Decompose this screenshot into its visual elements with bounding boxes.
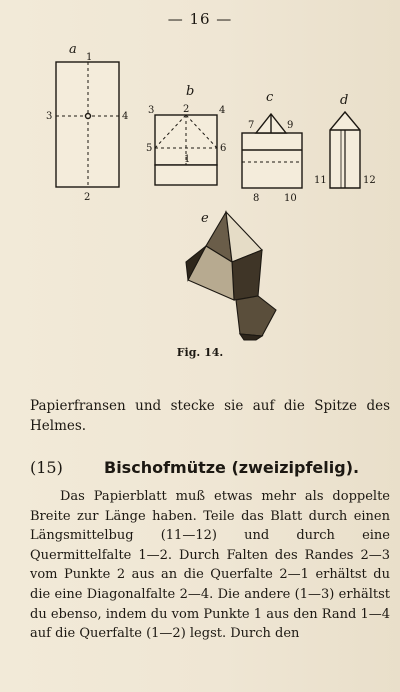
panel-b-label-ml: 5 <box>146 143 153 154</box>
page-number: — 16 — <box>167 10 233 28</box>
panel-d-letter: d <box>340 93 349 108</box>
panel-d-label-right: 12 <box>363 175 376 186</box>
panel-e-sketch <box>186 212 276 340</box>
section-heading <box>30 458 359 477</box>
panel-d-label-left: 11 <box>314 175 327 186</box>
panel-a-label-left: 3 <box>46 111 53 122</box>
panel-b-label-bottom: 1 <box>184 154 191 165</box>
panel-c-label-bl: 8 <box>253 193 260 204</box>
panel-a-letter: a <box>69 42 77 57</box>
panel-a-label-bottom: 2 <box>84 192 91 203</box>
section-body <box>30 487 390 644</box>
panel-a-label-top: 1 <box>86 52 93 63</box>
panel-c-label-br: 10 <box>284 193 297 204</box>
panel-b-label-tl: 3 <box>148 105 155 116</box>
section-title: Bischofmütze (zweizipfelig). <box>104 458 360 477</box>
body-paragraph: Das Papierblatt muß etwas mehr als doppelte Breite zur Länge haben. Teile das Blatt durch einen Längsmittelbug (11—12) und durch eine Quermittelfalte 1—2. Durch Falten des Randes 2—3 vom Punkte 2 aus an die Querfalte 2—1 erhältst du die eine Diagonalfalte 2—4. Die andere (1—3) erhältst du ebenso, indem du vom Punkte 1 aus den Rand 1—4 auf die Querfalte (1—2) legst. Durch den <box>30 489 390 642</box>
panel-c-label-right: 9 <box>287 120 294 131</box>
section-number: (15) <box>30 458 63 477</box>
panel-b-diagram <box>155 115 217 185</box>
panel-b-letter: b <box>186 84 195 99</box>
panel-d-diagram <box>330 112 360 188</box>
panel-c-label-left: 7 <box>248 120 255 131</box>
paragraph-continuation: Papierfransen und stecke sie auf die Spitze des Helmes. <box>30 398 390 434</box>
panel-a-diagram <box>56 62 119 187</box>
folding-figure <box>0 0 400 345</box>
panel-a-label-right: 4 <box>122 111 129 122</box>
figure-caption: Fig. 14. <box>176 346 224 359</box>
panel-e-letter: e <box>201 211 209 226</box>
panel-b-label-tr: 4 <box>219 105 226 116</box>
panel-b-label-mr: 6 <box>220 143 227 154</box>
panel-c-letter: c <box>266 90 274 105</box>
panel-b-label-top: 2 <box>183 104 190 115</box>
